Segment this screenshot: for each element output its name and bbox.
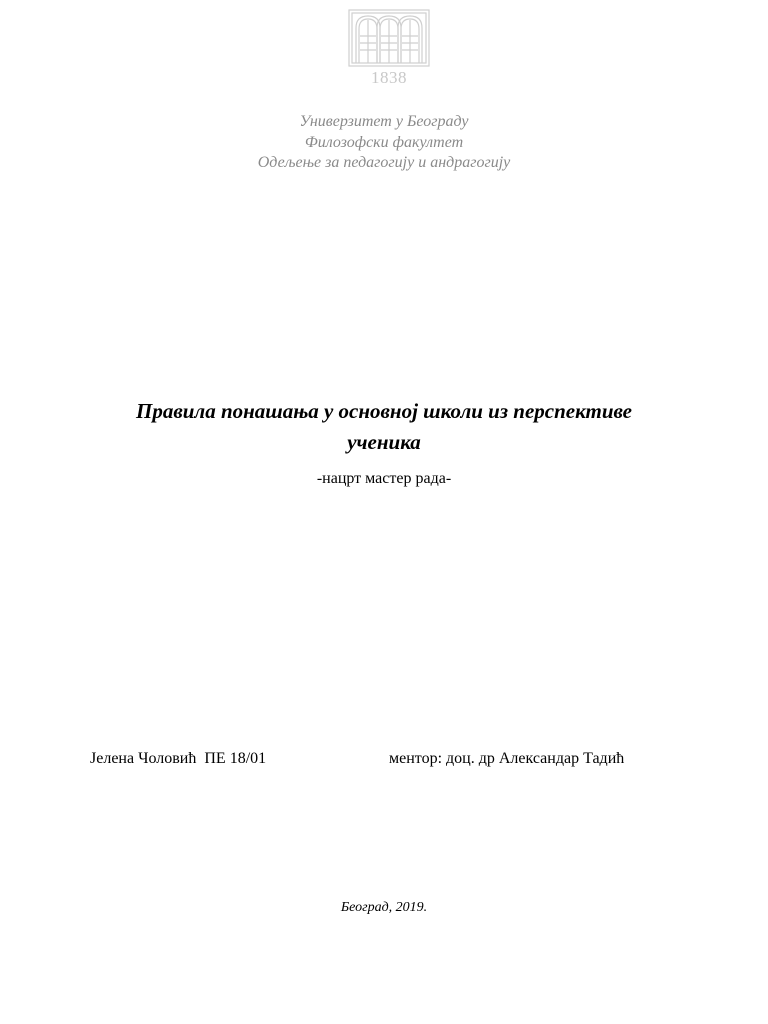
thesis-title: Правила понашања у основној школи из перспективе ученика — [136, 399, 632, 454]
author-line: Јелена Чоловић ПЕ 18/01 — [90, 750, 267, 767]
faculty-name: Филозофски факултет — [304, 133, 464, 151]
logo-year: 1838 — [371, 68, 407, 87]
thesis-subtitle: -нацрт мастер рада- — [316, 470, 452, 487]
university-name: Универзитет у Београду — [299, 113, 469, 130]
place-and-date: Београд, 2019. — [340, 900, 428, 915]
university-building-logo-icon — [347, 6, 431, 68]
university-logo — [347, 6, 431, 92]
department-name: Одељење за педагогију и андрагогију — [257, 154, 511, 171]
mentor-line: ментор: доц. др Александар Тадић — [389, 750, 625, 767]
institution-header — [0, 112, 768, 174]
